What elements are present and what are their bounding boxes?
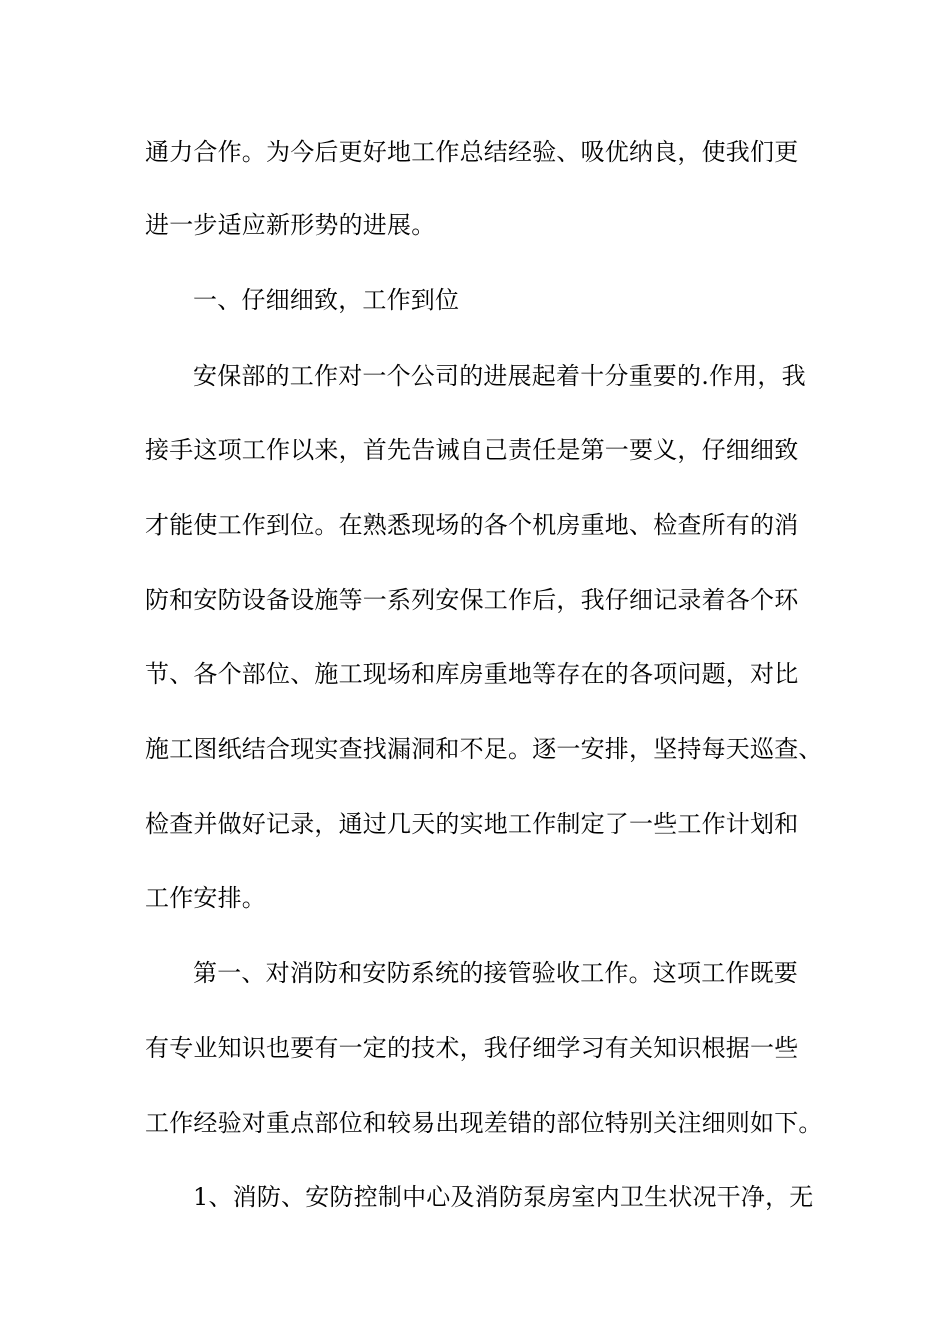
paragraph-line: 工作经验对重点部位和较易出现差错的部位特别关注细则如下。 [145, 1109, 823, 1137]
paragraph-line: 工作安排。 [145, 884, 266, 912]
paragraph-line: 有专业知识也要有一定的技术，我仔细学习有关知识根据一些 [145, 1034, 799, 1062]
paragraph-line: 进一步适应新形势的进展。 [145, 211, 436, 239]
paragraph-line: 防和安防设备设施等一系列安保工作后，我仔细记录着各个环 [145, 586, 799, 614]
paragraph-line: 才能使工作到位。在熟悉现场的各个机房重地、检查所有的消 [145, 511, 799, 539]
paragraph-line: 接手这项工作以来，首先告诫自己责任是第一要义，仔细细致 [145, 436, 799, 464]
paragraph-line: 安保部的工作对一个公司的进展起着十分重要的.作用，我 [193, 362, 806, 390]
paragraph-line: 1、消防、安防控制中心及消防泵房室内卫生状况干净，无 [193, 1183, 814, 1211]
paragraph-line: 第一、对消防和安防系统的接管验收工作。这项工作既要 [193, 959, 798, 987]
paragraph-line: 检查并做好记录，通过几天的实地工作制定了一些工作计划和 [145, 810, 799, 838]
paragraph-line: 通力合作。为今后更好地工作总结经验、吸优纳良，使我们更 [145, 138, 799, 166]
section-heading: 一、仔细细致，工作到位 [193, 286, 460, 314]
paragraph-line: 施工图纸结合现实查找漏洞和不足。逐一安排，坚持每天巡查、 [145, 735, 823, 763]
paragraph-line: 节、各个部位、施工现场和库房重地等存在的各项问题，对比 [145, 660, 799, 688]
